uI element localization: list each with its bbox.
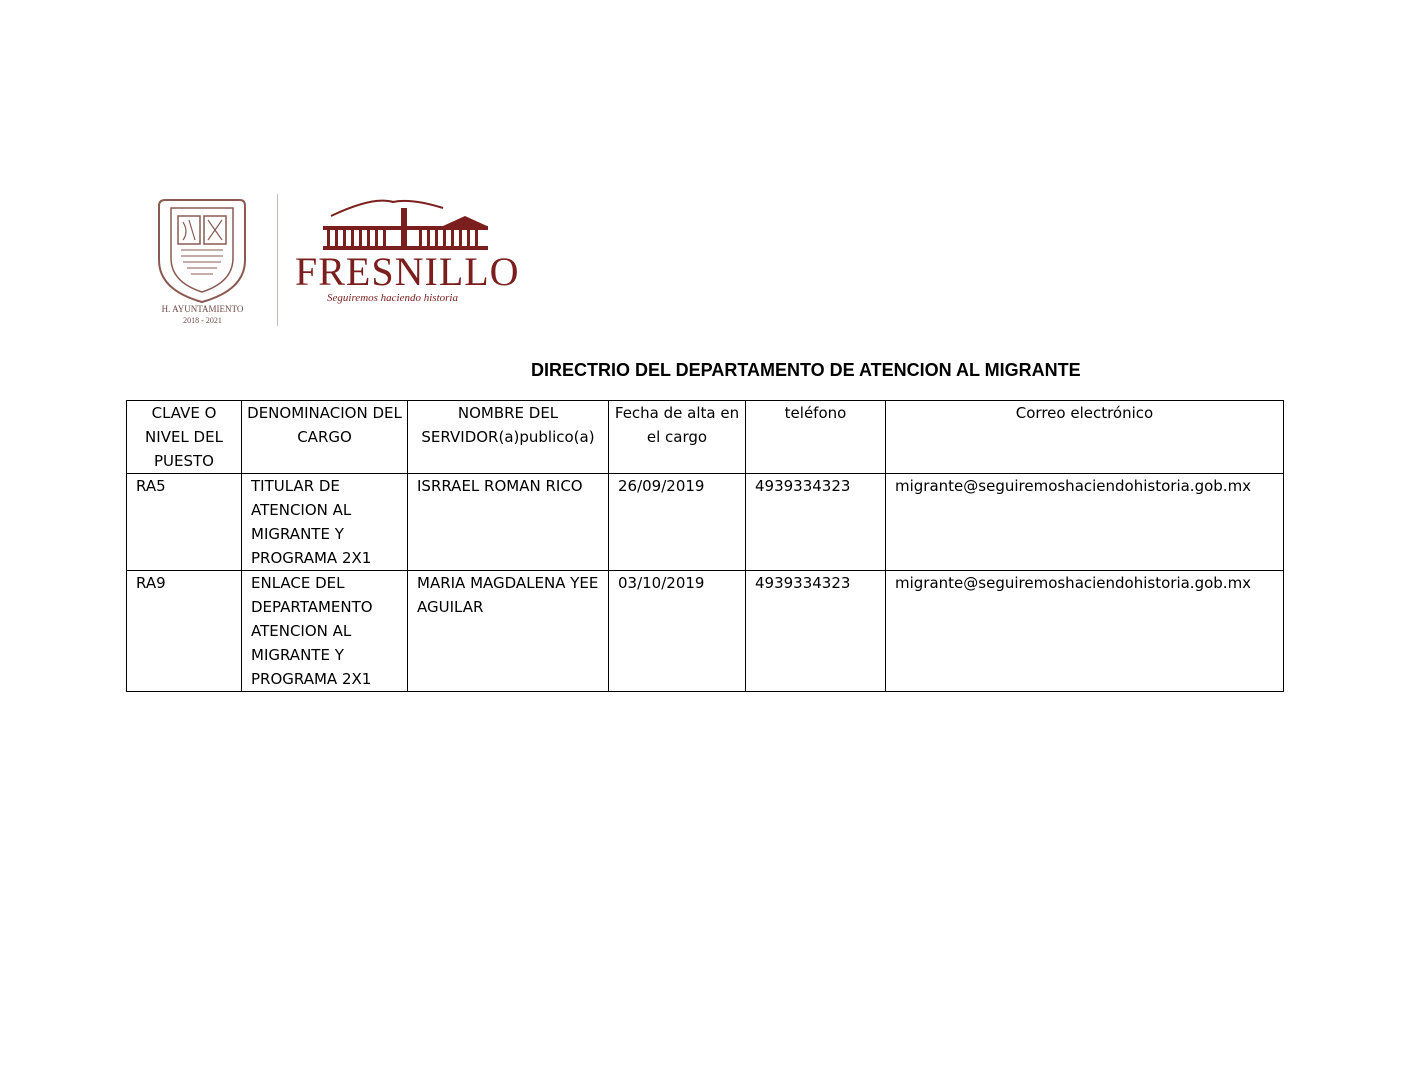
municipal-seal-icon xyxy=(145,190,260,330)
cell-cargo: ENLACE DEL DEPARTAMENTO ATENCION AL MIGRANTE Y PROGRAMA 2X1 xyxy=(242,571,408,692)
header-correo: Correo electrónico xyxy=(886,401,1284,474)
header-fecha: Fecha de alta en el cargo xyxy=(609,401,746,474)
seal-caption-title: H. AYUNTAMIENTO xyxy=(161,304,244,314)
cell-correo: migrante@seguiremoshaciendohistoria.gob.mx xyxy=(886,474,1284,571)
cell-fecha: 03/10/2019 xyxy=(609,571,746,692)
table-header-row xyxy=(127,401,1284,474)
header-logos xyxy=(145,190,525,330)
cell-correo: migrante@seguiremoshaciendohistoria.gob.mx xyxy=(886,571,1284,692)
cell-cargo: TITULAR DE ATENCION AL MIGRANTE Y PROGRAMA 2X1 xyxy=(242,474,408,571)
header-nombre: NOMBRE DEL SERVIDOR(a)publico(a) xyxy=(408,401,609,474)
directory-table xyxy=(126,400,1284,692)
brand-name: FRESNILLO xyxy=(295,249,520,294)
brand-tagline: Seguiremos haciendo historia xyxy=(327,292,458,304)
page-title: DIRECTRIO DEL DEPARTAMENTO DE ATENCION AL MIGRANTE xyxy=(531,360,1081,380)
cell-nombre: MARIA MAGDALENA YEE AGUILAR xyxy=(408,571,609,692)
cell-nombre: ISRRAEL ROMAN RICO xyxy=(408,474,609,571)
cell-clave: RA9 xyxy=(127,571,242,692)
cell-fecha: 26/09/2019 xyxy=(609,474,746,571)
logo-divider xyxy=(277,194,278,326)
header-clave: CLAVE O NIVEL DEL PUESTO xyxy=(127,401,242,474)
cell-clave: RA5 xyxy=(127,474,242,571)
cityscape-icon xyxy=(293,194,523,254)
header-telefono: teléfono xyxy=(746,401,886,474)
seal-caption-years: 2018 - 2021 xyxy=(183,316,222,325)
cell-telefono: 4939334323 xyxy=(746,474,886,571)
table-row xyxy=(127,474,1284,571)
header-cargo: DENOMINACION DEL CARGO xyxy=(242,401,408,474)
table-row xyxy=(127,571,1284,692)
cell-telefono: 4939334323 xyxy=(746,571,886,692)
